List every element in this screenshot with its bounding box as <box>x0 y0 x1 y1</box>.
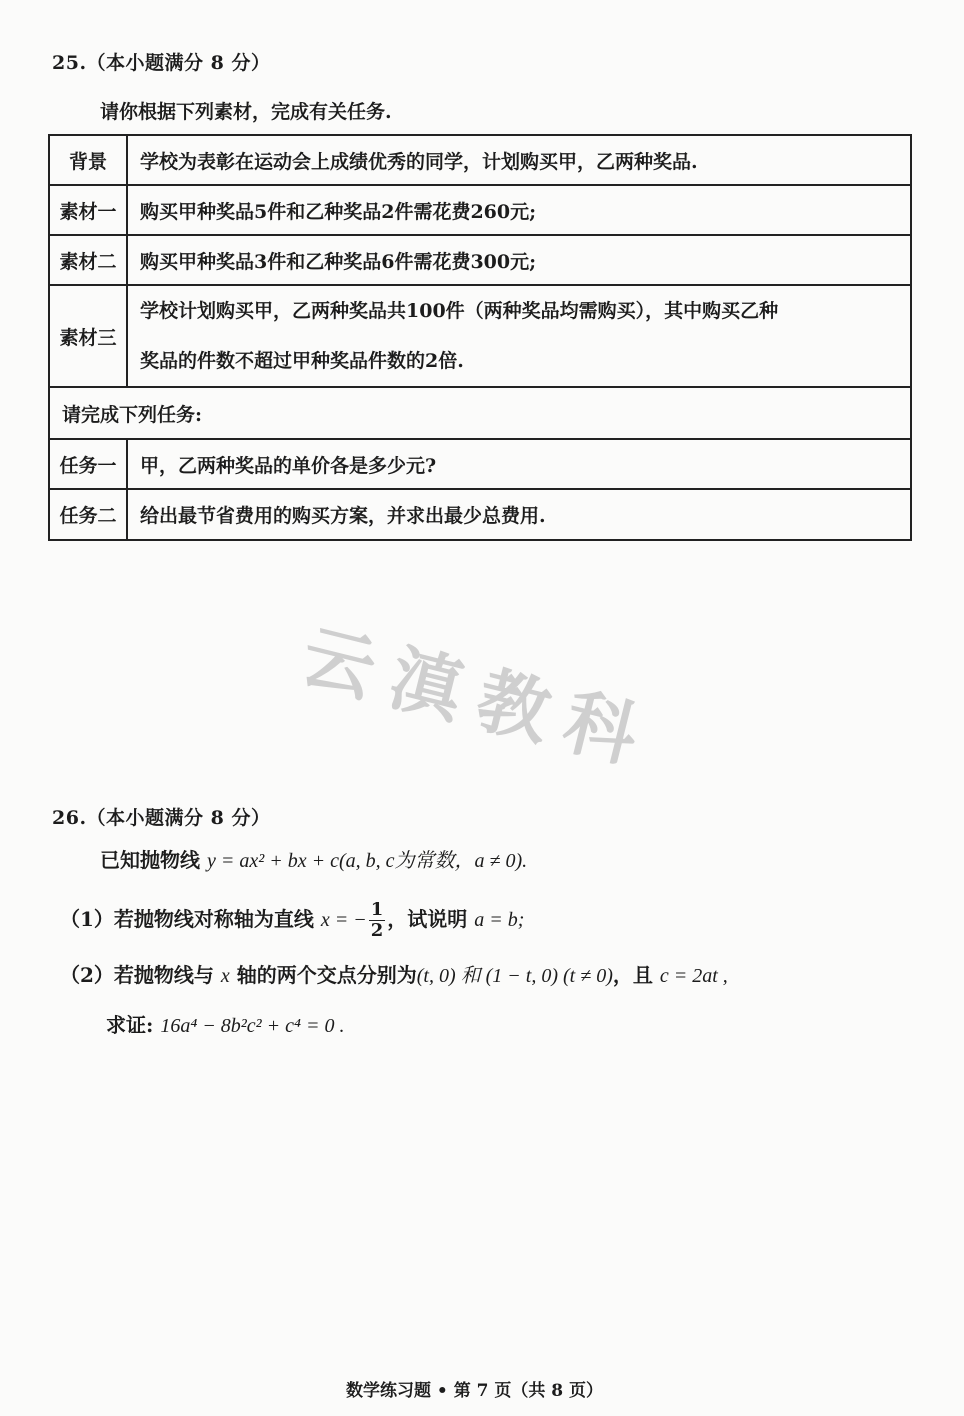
given-formula: y = ax² + bx + c(a, b, c为常数，a ≠ 0). <box>206 850 528 872</box>
table-row-material-2 <box>49 235 911 285</box>
table-row-material-3 <box>49 285 911 387</box>
row-label: 任务二 <box>49 489 127 540</box>
table-row-task-1 <box>49 439 911 489</box>
question-26-title: 26.（本小题满分 8 分） <box>52 807 271 829</box>
part1-claim: a = b; <box>474 909 525 931</box>
row-content: 甲，乙两种奖品的单价各是多少元? <box>127 439 911 489</box>
part1-x: x = − <box>320 909 367 931</box>
table-row-task-2 <box>49 489 911 540</box>
row-content: 给出最节省费用的购买方案，并求出最少总费用. <box>127 489 911 540</box>
watermark: 云滇教科 <box>293 613 664 783</box>
part1-suffix: ，试说明 <box>387 907 468 931</box>
fraction-numerator: 1 <box>370 899 384 920</box>
part2-prefix: （2）若抛物线与 <box>60 963 214 987</box>
page-footer: 数学练习题 • 第 7 页（共 8 页） <box>346 1381 604 1401</box>
row-content: 购买甲种奖品3件和乙种奖品6件需花费300元; <box>127 235 911 285</box>
question-25-title: 25.（本小题满分 8 分） <box>52 52 271 74</box>
row-label: 素材二 <box>49 235 127 285</box>
given-prefix: 已知抛物线 <box>100 848 200 872</box>
question-26-part-2 <box>60 960 728 991</box>
part2-and: ，且 <box>612 963 653 987</box>
part2-mid: 轴的两个交点分别为 <box>236 963 417 987</box>
fraction-one-half <box>369 900 386 941</box>
part1-prefix: （1）若抛物线对称轴为直线 <box>60 907 314 931</box>
part2-x: x <box>220 965 230 987</box>
table-row-background <box>49 135 911 185</box>
row-content <box>127 285 911 387</box>
row-content-line-1: 学校计划购买甲，乙两种奖品共100件（两种奖品均需购买），其中购买乙种 <box>140 300 779 322</box>
question-26-part-1 <box>60 900 524 941</box>
row-content: 学校为表彰在运动会上成绩优秀的同学，计划购买甲，乙两种奖品. <box>127 135 911 185</box>
row-content: 购买甲种奖品5件和乙种奖品2件需花费260元; <box>127 185 911 235</box>
table-row-task-header <box>49 387 911 439</box>
task-header: 请完成下列任务: <box>49 387 911 439</box>
question-26-proof <box>106 1010 345 1041</box>
materials-table <box>48 134 912 541</box>
question-25-intro: 请你根据下列素材，完成有关任务. <box>100 101 392 123</box>
table-row-material-1 <box>49 185 911 235</box>
row-label: 素材三 <box>49 285 127 387</box>
proof-prefix: 求证: <box>106 1013 154 1037</box>
part2-condition: c = 2at , <box>659 965 728 987</box>
fraction-denominator: 2 <box>370 920 384 941</box>
part2-points: (t, 0) 和 (1 − t, 0) (t ≠ 0) <box>416 965 613 987</box>
row-content-line-2: 奖品的件数不超过甲种奖品件数的2倍. <box>140 350 464 372</box>
question-26-given <box>100 845 527 876</box>
row-label: 素材一 <box>49 185 127 235</box>
row-label: 任务一 <box>49 439 127 489</box>
row-label: 背景 <box>49 135 127 185</box>
proof-formula: 16a⁴ − 8b²c² + c⁴ = 0 . <box>160 1015 345 1037</box>
